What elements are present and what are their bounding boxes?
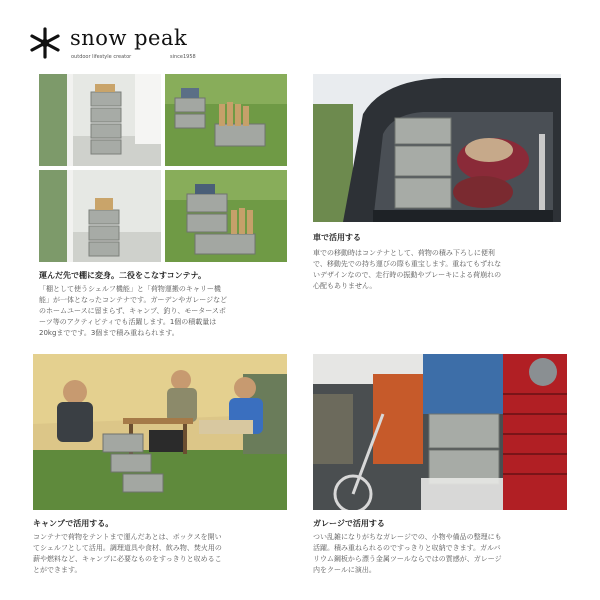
shelf-section-title: 運んだ先で棚に変身。二役をこなすコンテナ。 bbox=[39, 271, 207, 280]
shelf-line: 20kgまでです。3個まで積み重ねられます。 bbox=[39, 329, 179, 337]
car-section-title: 車で活用する bbox=[313, 233, 361, 242]
garage-line: 内をクールに演出。 bbox=[313, 566, 376, 574]
snowflake-logo-icon bbox=[28, 26, 62, 60]
garage-section-title: ガレージで活用する bbox=[313, 519, 385, 528]
brand-since: since1958 bbox=[170, 54, 196, 60]
photo-shelf-indoor-2 bbox=[39, 170, 161, 262]
car-line: いデザインなので、走行時の振動やブレーキによる荷崩れの bbox=[313, 271, 502, 279]
camp-line: てシェルフとして活用。調理道具や食材、飲み物、焚火用の bbox=[33, 544, 222, 552]
garage-line: リウム鋼板から漂う金属ツールならではの質感が、ガレージ bbox=[313, 555, 502, 563]
photo-shelf-outdoor-1 bbox=[165, 74, 287, 166]
photo-car-trunk bbox=[313, 74, 561, 222]
photo-camp-site bbox=[33, 354, 287, 510]
shelf-line: 「棚として使うシェルフ機能」と「荷物運搬のキャリー機 bbox=[39, 285, 221, 293]
camp-line: コンテナで荷物をテントまで運んだあとは、ボックスを開い bbox=[33, 533, 222, 541]
car-section-body bbox=[313, 248, 563, 292]
camp-line: とができます。 bbox=[33, 566, 82, 574]
car-line: 車での移動時はコンテナとして、荷物の積み下ろしに便利 bbox=[313, 249, 495, 257]
brand-tagline: outdoor lifestyle creator bbox=[71, 54, 132, 60]
brand-name: snow peak bbox=[70, 26, 188, 50]
shelf-line: ーツ等のアクティビティでも活躍します。1個の積載量は bbox=[39, 318, 217, 326]
garage-line: つい乱雑になりがちなガレージでの、小物や備品の整理にも bbox=[313, 533, 502, 541]
photo-shelf-indoor-1 bbox=[39, 74, 161, 166]
photo-shelf-outdoor-2 bbox=[165, 170, 287, 262]
photo-garage-storage bbox=[313, 354, 567, 510]
camp-section-title: キャンプで活用する。 bbox=[33, 519, 114, 528]
camp-section-body bbox=[33, 532, 287, 576]
camp-line: 薪や燃料など、キャンプに必要なものをすっきりと収めるこ bbox=[33, 555, 222, 563]
brand-logo bbox=[28, 26, 198, 66]
car-line: 心配もありません。 bbox=[313, 282, 377, 290]
car-line: で、移動先での持ち運びの際も重宝します。重ねてもずれな bbox=[313, 260, 502, 268]
shelf-section-body bbox=[39, 284, 287, 339]
shelf-line: 能」が一体となったコンテナです。ガーデンやガレージなど bbox=[39, 296, 228, 304]
garage-section-body bbox=[313, 532, 567, 576]
garage-line: 活躍。積み重ねられるのですっきりと収納できます。ガルバ bbox=[313, 544, 501, 552]
shelf-line: のホームユースに留まらず、キャンプ、釣り、モータースポ bbox=[39, 307, 226, 315]
